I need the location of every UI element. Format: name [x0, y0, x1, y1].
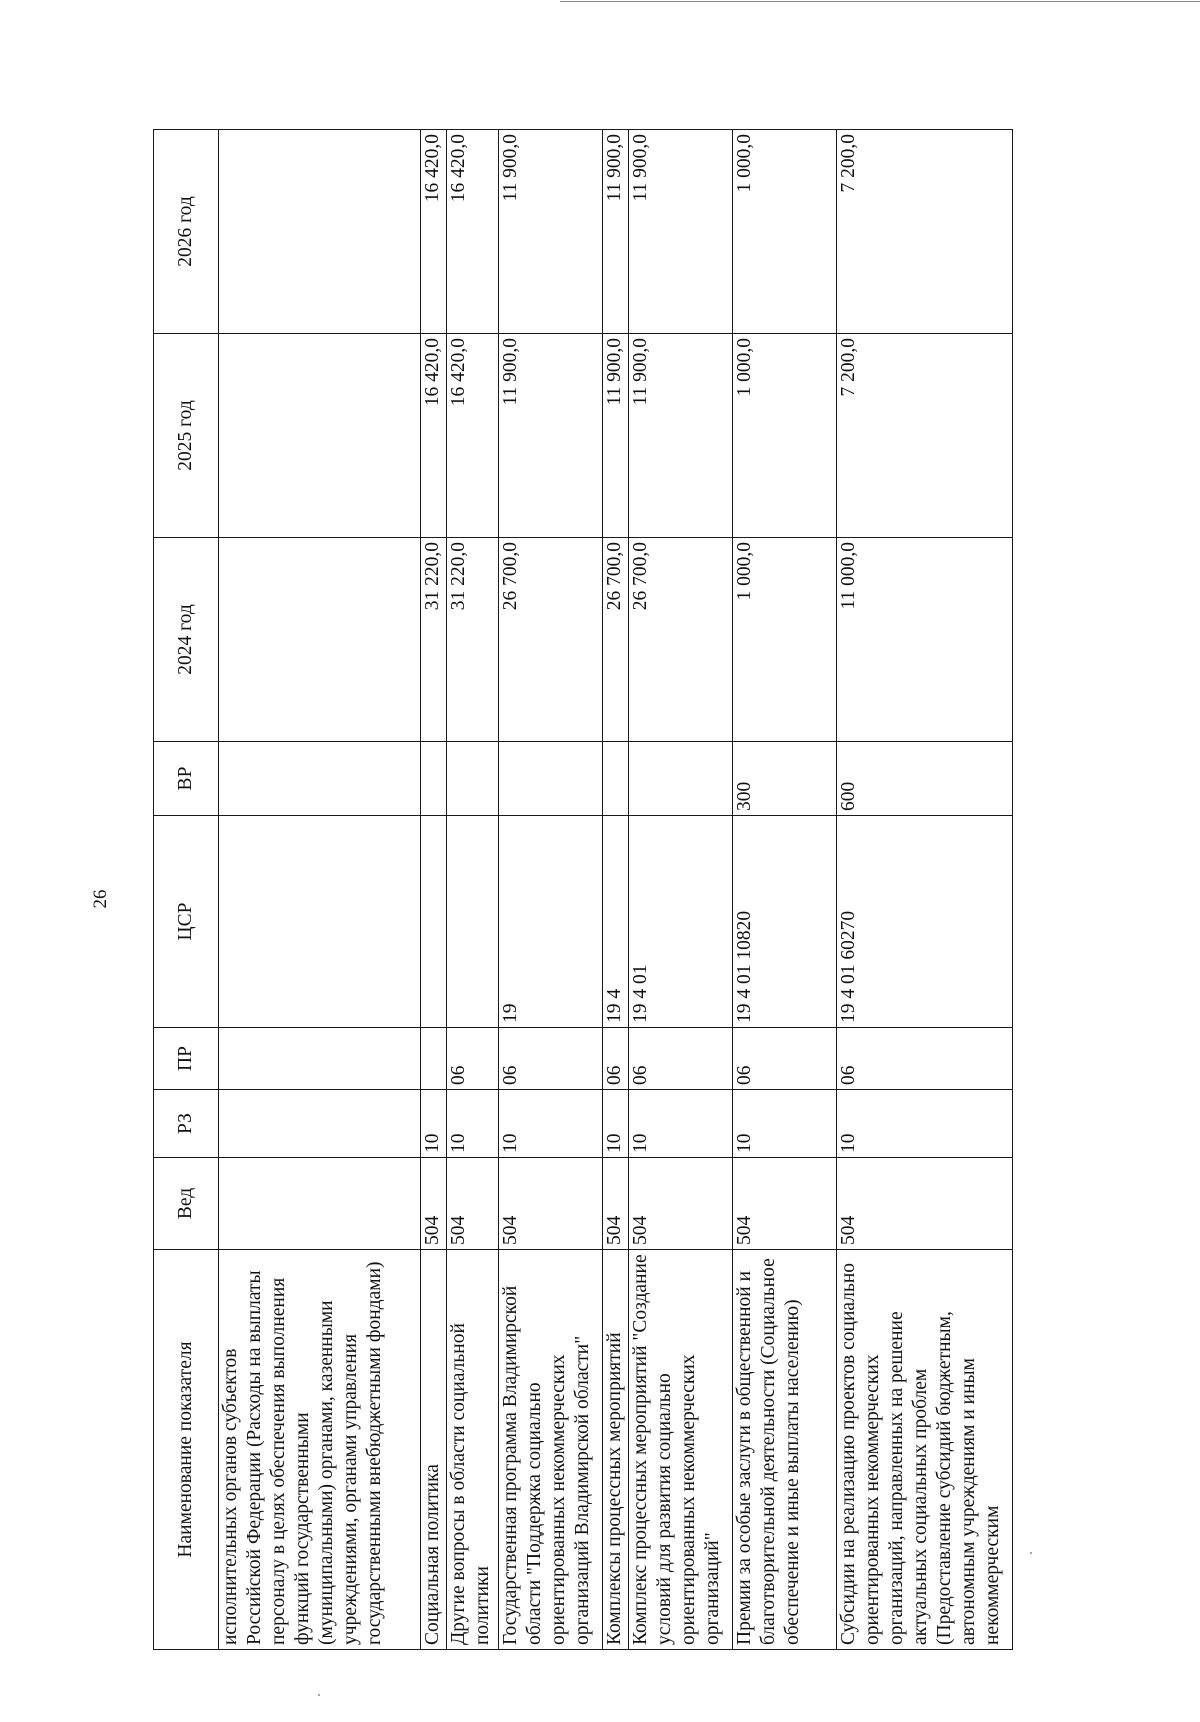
cell-2024: 1 000,0: [733, 538, 837, 742]
cell-name: Социальная политика: [421, 1250, 447, 1650]
cell-ved: 504: [837, 1158, 1013, 1250]
cell-name: Премии за особые заслуги в общественной и благотворительной деятельности (Социальное обеспечение и иные выплаты населению): [733, 1250, 837, 1650]
cell-ved: 504: [733, 1158, 837, 1250]
cell-vr: [447, 742, 499, 816]
cell-2024: [219, 538, 421, 742]
cell-2026: 16 420,0: [421, 130, 447, 334]
cell-pr: 06: [447, 1028, 499, 1090]
cell-ved: 504: [499, 1158, 603, 1250]
cell-csr: 19 4 01: [629, 816, 733, 1028]
table-row: [733, 130, 837, 1650]
cell-pr: [421, 1028, 447, 1090]
cell-2025: 16 420,0: [421, 334, 447, 538]
cell-2026: 11 900,0: [499, 130, 603, 334]
cell-vr: 300: [733, 742, 837, 816]
col-header-name: Наименование показателя: [154, 1250, 219, 1650]
scan-edge-line: [560, 1, 1200, 2]
cell-vr: [499, 742, 603, 816]
cell-rz: [219, 1090, 421, 1158]
cell-csr: 19: [499, 816, 603, 1028]
cell-2026: 1 000,0: [733, 130, 837, 334]
cell-csr: [421, 816, 447, 1028]
cell-rz: 10: [733, 1090, 837, 1158]
cell-csr: 19 4 01 10820: [733, 816, 837, 1028]
cell-ved: 504: [447, 1158, 499, 1250]
cell-ved: 504: [421, 1158, 447, 1250]
cell-rz: 10: [421, 1090, 447, 1158]
cell-pr: 06: [603, 1028, 629, 1090]
cell-vr: 600: [837, 742, 1013, 816]
col-header-rz: РЗ: [154, 1090, 219, 1158]
table-row: [603, 130, 629, 1650]
rotated-table-area: [153, 130, 1097, 1650]
cell-2026: 16 420,0: [447, 130, 499, 334]
col-header-ved: Вед: [154, 1158, 219, 1250]
cell-rz: 10: [837, 1090, 1013, 1158]
col-header-2024: 2024 год: [154, 538, 219, 742]
cell-2024: 11 000,0: [837, 538, 1013, 742]
col-header-vr: ВР: [154, 742, 219, 816]
cell-2025: 11 900,0: [499, 334, 603, 538]
cell-name: Субсидии на реализацию проектов социально ориентированных некоммерческих организаций, направленных на решение актуальных социальных проблем (Предоставление субсидий бюджетным, автономным учреждениям и иным некоммерческим: [837, 1250, 1013, 1650]
cell-vr: [603, 742, 629, 816]
table-row: [837, 130, 1013, 1650]
cell-2025: 11 900,0: [603, 334, 629, 538]
scan-speck: [318, 1694, 320, 1696]
cell-2026: 11 900,0: [603, 130, 629, 334]
col-header-2025: 2025 год: [154, 334, 219, 538]
cell-name: Другие вопросы в области социальной политики: [447, 1250, 499, 1650]
cell-name: Комплекс процессных мероприятий "Создание условий для развития социально ориентированных некоммерческих организаций": [629, 1250, 733, 1650]
table-header-row: [154, 130, 219, 1650]
cell-vr: [629, 742, 733, 816]
cell-2026: 11 900,0: [629, 130, 733, 334]
cell-ved: 504: [603, 1158, 629, 1250]
cell-2024: 31 220,0: [447, 538, 499, 742]
cell-rz: 10: [499, 1090, 603, 1158]
cell-rz: 10: [447, 1090, 499, 1158]
cell-rz: 10: [629, 1090, 733, 1158]
table-row: [219, 130, 421, 1650]
cell-2024: 26 700,0: [499, 538, 603, 742]
cell-2025: [219, 334, 421, 538]
cell-name: Комплексы процессных мероприятий: [603, 1250, 629, 1650]
table-row: [447, 130, 499, 1650]
cell-2024: 31 220,0: [421, 538, 447, 742]
cell-2024: 26 700,0: [629, 538, 733, 742]
cell-pr: [219, 1028, 421, 1090]
col-header-2026: 2026 год: [154, 130, 219, 334]
cell-2025: 16 420,0: [447, 334, 499, 538]
cell-pr: 06: [837, 1028, 1013, 1090]
cell-pr: 06: [629, 1028, 733, 1090]
col-header-csr: ЦСР: [154, 816, 219, 1028]
table-row: [499, 130, 603, 1650]
cell-ved: [219, 1158, 421, 1250]
cell-pr: 06: [733, 1028, 837, 1090]
cell-csr: 19 4 01 60270: [837, 816, 1013, 1028]
col-header-pr: ПР: [154, 1028, 219, 1090]
cell-2025: 1 000,0: [733, 334, 837, 538]
cell-2024: 26 700,0: [603, 538, 629, 742]
cell-2026: 7 200,0: [837, 130, 1013, 334]
cell-csr: [219, 816, 421, 1028]
cell-pr: 06: [499, 1028, 603, 1090]
cell-vr: [219, 742, 421, 816]
table-body: [219, 130, 1013, 1650]
cell-ved: 504: [629, 1158, 733, 1250]
page-number: 26: [90, 889, 111, 909]
cell-csr: 19 4: [603, 816, 629, 1028]
cell-csr: [447, 816, 499, 1028]
table-row: [421, 130, 447, 1650]
cell-2026: [219, 130, 421, 334]
cell-2025: 11 900,0: [629, 334, 733, 538]
budget-table: [153, 129, 1013, 1650]
cell-rz: 10: [603, 1090, 629, 1158]
cell-name: исполнительных органов субъектов Российской Федерации (Расходы на выплаты персоналу в целях обеспечения выполнения функций государственными (муниципальными) органами, казенными учреждениями, органами управления государственными внебюджетными фондами): [219, 1250, 421, 1650]
table-row: [629, 130, 733, 1650]
cell-vr: [421, 742, 447, 816]
cell-2025: 7 200,0: [837, 334, 1013, 538]
cell-name: Государственная программа Владимирской области "Поддержка социально ориентированных некоммерческих организаций Владимирской области": [499, 1250, 603, 1650]
